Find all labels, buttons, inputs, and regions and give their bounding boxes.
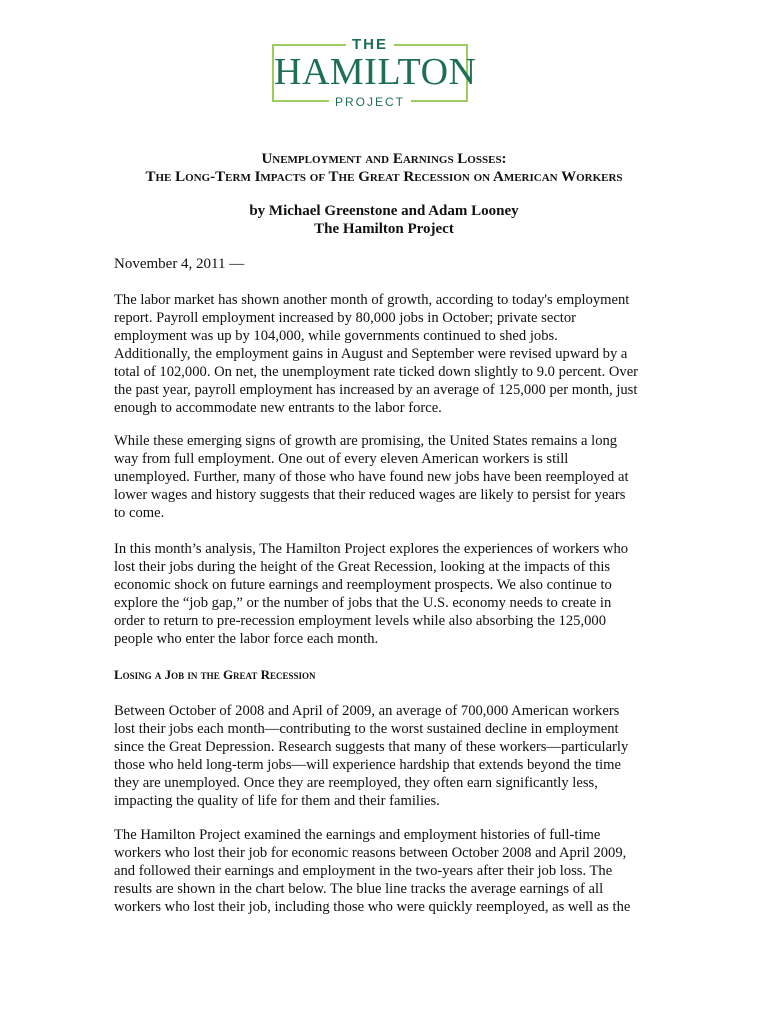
organization: The Hamilton Project bbox=[314, 221, 454, 237]
section-heading: Losing a Job in the Great Recession bbox=[114, 667, 316, 682]
paragraph bbox=[114, 291, 674, 417]
paragraph-line: Between October of 2008 and April of 2009, an average of 700,000 American workers bbox=[114, 703, 620, 719]
paragraph-line: workers who lost their job for economic reasons between October 2008 and April 2009, bbox=[114, 845, 627, 861]
paragraph-line: since the Great Depression. Research suggests that many of these workers—particularly bbox=[114, 739, 629, 755]
paragraph-line: they are unemployed. Once they are reemployed, they often earn significantly less, bbox=[114, 775, 598, 791]
paragraph-line: lost their jobs each month—contributing to the worst sustained decline in employment bbox=[114, 721, 619, 737]
paragraph-line: way from full employment. One out of every eleven American workers is still bbox=[114, 451, 569, 467]
paragraph-line: the past year, payroll employment has increased by an average of 125,000 per month, just bbox=[114, 382, 638, 398]
paragraph-line: economic shock on future earnings and reemployment prospects. We also continue to bbox=[114, 577, 612, 593]
title-line-2: The Long-Term Impacts of The Great Recession on American Workers bbox=[145, 169, 623, 185]
paragraph-line: order to return to pre-recession employment levels while also absorbing the 125,000 bbox=[114, 613, 607, 629]
paragraph-line: explore the “job gap,” or the number of jobs that the U.S. economy needs to create in bbox=[114, 595, 612, 611]
title-line-1: Unemployment and Earnings Losses: bbox=[261, 151, 507, 167]
paragraph-line: workers who lost their job, including those who were quickly reemployed, as well as the bbox=[114, 899, 631, 915]
publication-date: November 4, 2011 — bbox=[114, 256, 245, 272]
paragraph bbox=[114, 702, 674, 810]
paragraph-line: employment was up by 104,000, while governments continued to shed jobs. bbox=[114, 328, 558, 344]
paragraph-line: The Hamilton Project examined the earnings and employment histories of full-time bbox=[114, 827, 601, 843]
paragraph-line: unemployed. Further, many of those who have found new jobs have been reemployed at bbox=[114, 469, 629, 485]
author-block bbox=[40, 202, 728, 238]
paragraph-line: those who held long-term jobs—will experience hardship that extends beyond the time bbox=[114, 757, 622, 773]
paragraph bbox=[114, 432, 674, 522]
paragraph-line: report. Payroll employment increased by 80,000 jobs in October; private sector bbox=[114, 310, 577, 326]
logo-main-text: HAMILTON bbox=[274, 51, 477, 93]
paragraph-line: Additionally, the employment gains in August and September were revised upward by a bbox=[114, 346, 628, 362]
paragraph-line: enough to accommodate new entrants to the labor force. bbox=[114, 400, 442, 416]
paragraph-line: impacting the quality of life for them and their families. bbox=[114, 793, 440, 809]
paragraph bbox=[114, 540, 674, 648]
document-title bbox=[40, 150, 728, 186]
paragraph-line: While these emerging signs of growth are promising, the United States remains a long bbox=[114, 433, 618, 449]
paragraph-line: In this month’s analysis, The Hamilton Project explores the experiences of workers who bbox=[114, 541, 629, 557]
logo-the-text: THE bbox=[346, 36, 394, 53]
paragraph-line: The labor market has shown another month of growth, according to today's employment bbox=[114, 292, 630, 308]
paragraph bbox=[114, 826, 674, 916]
paragraph-line: to come. bbox=[114, 505, 165, 521]
paragraph-line: people who enter the labor force each month. bbox=[114, 631, 379, 647]
paragraph-line: results are shown in the chart below. The blue line tracks the average earnings of all bbox=[114, 881, 604, 897]
paragraph-line: lost their jobs during the height of the Great Recession, looking at the impacts of this bbox=[114, 559, 611, 575]
logo-project-text: PROJECT bbox=[329, 95, 411, 109]
paragraph-line: total of 102,000. On net, the unemployment rate ticked down slightly to 9.0 percent. Over bbox=[114, 364, 639, 380]
paragraph-line: and followed their earnings and employment in the two-years after their job loss. The bbox=[114, 863, 613, 879]
byline: by Michael Greenstone and Adam Looney bbox=[249, 203, 519, 219]
hamilton-project-logo bbox=[272, 36, 477, 109]
paragraph-line: lower wages and history suggests that their reduced wages are likely to persist for years bbox=[114, 487, 626, 503]
